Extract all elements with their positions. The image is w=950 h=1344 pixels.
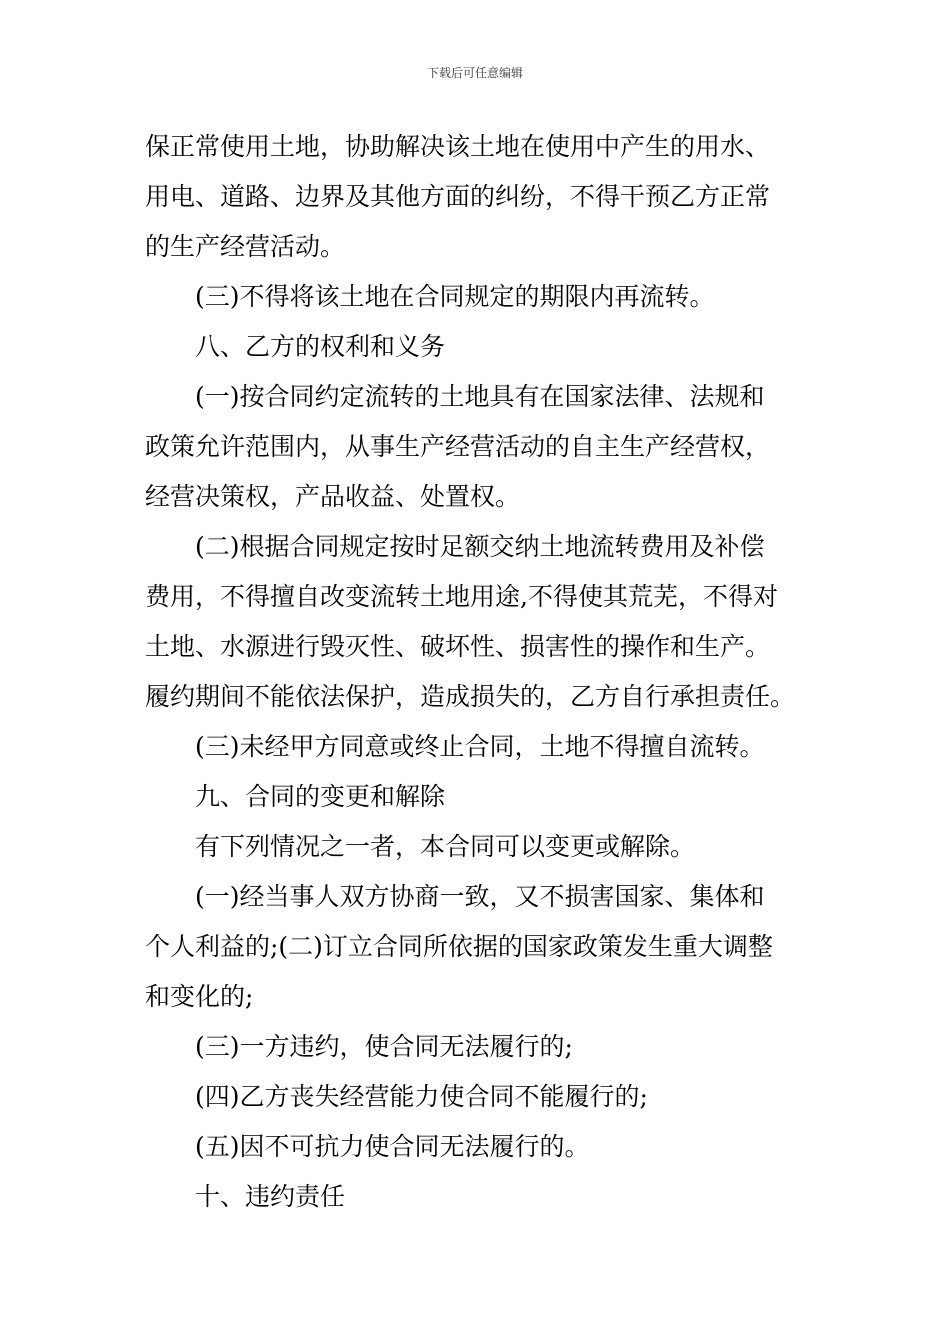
page-header: 下载后可任意编辑 — [426, 66, 523, 80]
text-line: 八、乙方的权利和义务 — [195, 332, 446, 361]
text-line: 十、违约责任 — [195, 1182, 346, 1211]
text-line: 的生产经营活动。 — [145, 232, 346, 261]
text-line: (五)因不可抗力使合同无法履行的。 — [195, 1132, 590, 1161]
text-line: 个人利益的;(二)订立合同所依据的国家政策发生重大调整 — [145, 932, 773, 961]
text-line: 保正常使用土地，协助解决该土地在使用中产生的用水、 — [145, 132, 771, 161]
paragraph — [145, 1122, 810, 1172]
paragraph — [145, 372, 810, 422]
text-line: 履约期间不能依法保护，造成损失的，乙方自行承担责任。 — [145, 682, 796, 711]
paragraph-continuation — [145, 922, 810, 1022]
text-line: (三)不得将该土地在合同规定的期限内再流转。 — [195, 282, 715, 311]
paragraph — [145, 1022, 810, 1072]
paragraph — [145, 1072, 810, 1122]
text-line: (三)未经甲方同意或终止合同，土地不得擅自流转。 — [195, 732, 765, 761]
text-line: 用电、道路、边界及其他方面的纠纷，不得干预乙方正常 — [145, 182, 771, 211]
paragraph — [145, 722, 810, 772]
paragraph — [145, 122, 810, 272]
section-heading — [145, 322, 810, 372]
paragraph — [145, 872, 810, 922]
text-line: 经营决策权，产品收益、处置权。 — [145, 482, 521, 511]
text-line: (二)根据合同规定按时足额交纳土地流转费用及补偿 — [195, 532, 765, 561]
paragraph — [145, 272, 810, 322]
text-line: 土地、水源进行毁灭性、破坏性、损害性的操作和生产。 — [145, 632, 771, 661]
document-body — [145, 122, 810, 1222]
text-line: (一)按合同约定流转的土地具有在国家法律、法规和 — [195, 382, 765, 411]
text-line: 和变化的; — [145, 982, 254, 1011]
text-line: (四)乙方丧失经营能力使合同不能履行的; — [195, 1082, 648, 1111]
text-line: 有下列情况之一者，本合同可以变更或解除。 — [195, 832, 696, 861]
section-heading — [145, 772, 810, 822]
section-heading — [145, 1172, 810, 1222]
text-line: (三)一方违约，使合同无法履行的; — [195, 1032, 573, 1061]
paragraph-continuation — [145, 572, 810, 722]
text-line: 九、合同的变更和解除 — [195, 782, 446, 811]
paragraph-continuation — [145, 422, 810, 522]
paragraph — [145, 822, 810, 872]
paragraph — [145, 522, 810, 572]
text-line: (一)经当事人双方协商一致，又不损害国家、集体和 — [195, 882, 765, 911]
text-line: 费用，不得擅自改变流转土地用途,不得使其荒芜，不得对 — [145, 582, 778, 611]
text-line: 政策允许范围内，从事生产经营活动的自主生产经营权， — [145, 432, 771, 461]
